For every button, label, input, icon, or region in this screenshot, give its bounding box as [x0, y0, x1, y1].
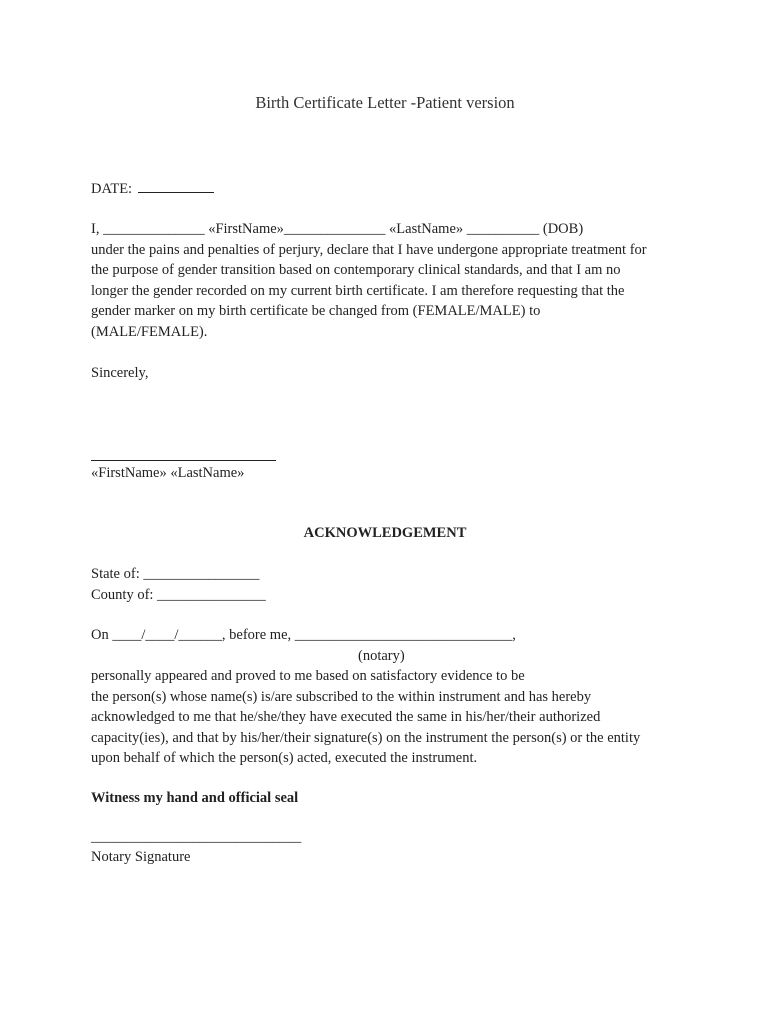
acknowledgement-line: acknowledged to me that he/she/they have executed the same in his/her/their authorized: [91, 709, 601, 725]
document-title: Birth Certificate Letter -Patient version: [255, 93, 515, 112]
declaration-line: under the pains and penalties of perjury, declare that I have undergone appropriate treatment for: [91, 241, 647, 258]
acknowledgement-line: the person(s) whose name(s) is/are subscribed to the within instrument and has hereby: [91, 688, 592, 705]
jurisdiction-block: [91, 564, 266, 605]
acknowledgement-paragraph: [91, 666, 681, 769]
acknowledgement-line: upon behalf of which the person(s) acted, executed the instrument.: [91, 750, 478, 766]
state-line: State of: ________________: [91, 566, 260, 582]
declaration-line: gender marker on my birth certificate be changed from (FEMALE/MALE) to: [91, 303, 541, 319]
notary-label: (notary): [358, 648, 405, 664]
appearance-date-line: On ____/____/______, before me, ______________________________,: [91, 627, 516, 643]
county-line: County of: _______________: [91, 586, 266, 603]
date-blank: [138, 178, 214, 193]
notary-signature-rule: _____________________________: [91, 829, 302, 845]
acknowledgement-heading: ACKNOWLEDGEMENT: [303, 525, 467, 541]
witness-statement: Witness my hand and official seal: [91, 790, 299, 806]
closing: Sincerely,: [91, 365, 149, 381]
declaration-line: the purpose of gender transition based on contemporary clinical standards, and that I am no: [91, 262, 621, 278]
date-line: [91, 178, 214, 199]
date-label: DATE:: [91, 181, 133, 197]
declaration-line: longer the gender recorded on my current birth certificate. I am therefore requesting that the: [91, 282, 625, 299]
declaration-line: I, ______________ «FirstName»______________ «LastName» __________ (DOB): [91, 221, 584, 237]
signature-rule: [91, 460, 276, 461]
declaration-paragraph: [91, 219, 681, 342]
signer-name: «FirstName» «LastName»: [91, 465, 245, 481]
notary-signature-label: Notary Signature: [91, 849, 191, 865]
acknowledgement-line: personally appeared and proved to me based on satisfactory evidence to be: [91, 668, 525, 684]
declaration-line: (MALE/FEMALE).: [91, 323, 208, 340]
acknowledgement-line: capacity(ies), and that by his/her/their signature(s) on the instrument the person(s) or the entity: [91, 729, 641, 746]
